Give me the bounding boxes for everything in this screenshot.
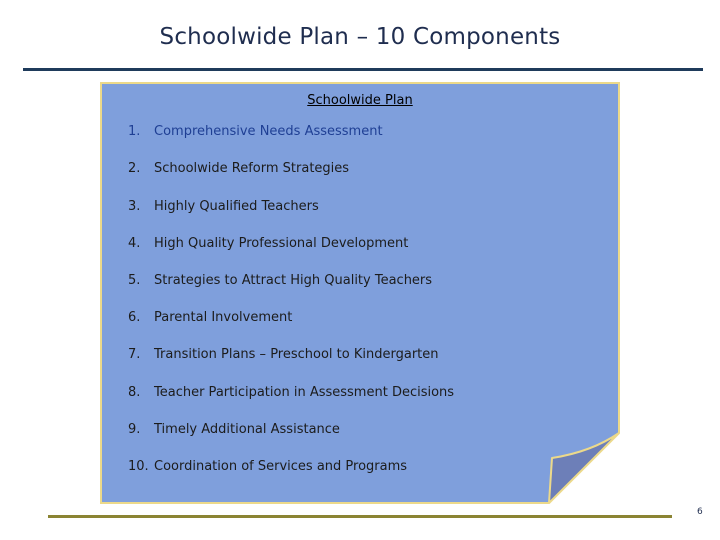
footer-rule — [48, 515, 672, 518]
item-number: 1. — [128, 124, 141, 139]
list-item — [128, 161, 349, 176]
item-number: 6. — [128, 310, 141, 325]
title-rule — [23, 68, 703, 71]
item-number: 7. — [128, 347, 141, 362]
item-number: 8. — [128, 385, 141, 400]
item-number: 4. — [128, 236, 141, 251]
list-item — [128, 347, 439, 362]
item-text: Highly Qualified Teachers — [154, 199, 319, 214]
item-text: Coordination of Services and Programs — [154, 459, 408, 474]
list-item — [128, 236, 408, 251]
item-text: Strategies to Attract High Quality Teachers — [154, 273, 433, 288]
slide-title: Schoolwide Plan – 10 Components — [159, 24, 561, 50]
note-heading: Schoolwide Plan — [307, 93, 413, 108]
item-number: 3. — [128, 199, 141, 214]
note-body — [101, 83, 619, 503]
item-number: 10. — [128, 459, 149, 474]
list-item — [128, 310, 292, 325]
list-item — [128, 422, 340, 437]
item-text: Schoolwide Reform Strategies — [154, 161, 350, 176]
page-number: 6 — [697, 507, 703, 517]
item-text: Timely Additional Assistance — [154, 422, 340, 437]
list-item — [128, 199, 319, 214]
item-number: 9. — [128, 422, 141, 437]
item-text: Teacher Participation in Assessment Decisions — [154, 385, 455, 400]
item-number: 2. — [128, 161, 141, 176]
item-text: Comprehensive Needs Assessment — [154, 124, 383, 139]
list-item — [128, 273, 432, 288]
list-item — [128, 385, 454, 400]
item-number: 5. — [128, 273, 141, 288]
list-item — [128, 124, 383, 139]
item-text: High Quality Professional Development — [154, 236, 409, 251]
sticky-note — [100, 82, 620, 504]
item-text: Transition Plans – Preschool to Kindergarten — [154, 347, 439, 362]
sticky-note-shape — [100, 82, 620, 504]
list-item — [128, 459, 407, 474]
item-text: Parental Involvement — [154, 310, 293, 325]
